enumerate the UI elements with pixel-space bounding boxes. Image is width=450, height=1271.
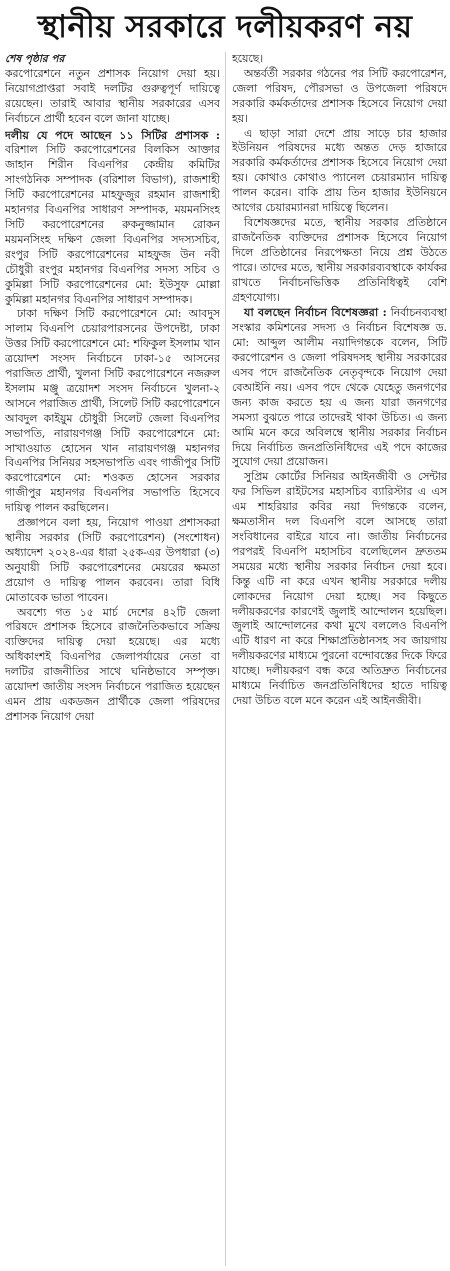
right-paragraph-2: এ ছাড়া সারা দেশে প্রায় সাড়ে চার হাজার ইউনিয়ন পরিষদের মধ্যে অন্তত দেড় হাজারে সরকারি কর্মকর্তাদের প্রশাসক হিসেবে নিয়োগ দেয়া হয়। কোথাও কোথাও প্যানেল চেয়ারম্যান দায়িত্ব পালন করেন। বাকি প্রায় তিন হাজার ইউনিয়নে আগের চেয়ারম্যানরা দায়িত্বে ছিলেন।: [232, 126, 447, 215]
left-paragraph-1: [5, 52, 220, 127]
subheading-1-body: বরিশাল সিটি করপোরেশনের বিলকিস আক্তার জাহান শিরীন বিএনপির কেন্দ্রীয় কমিটির সাংগঠনিক সম্পাদক (বরিশাল বিভাগ), রাজশাহী সিটি করপোরেশনের মাহফুজুর রহমান রাজশাহী মহানগর বিএনপির সাধারণ সম্পাদক, ময়মনসিংহ সিটি করপোরেশনের রুকনুজ্জামান রোকন ময়মনসিংহ দক্ষিণ জেলা বিএনপির সদস্যসচিব, রংপুর সিটি করপোরেশনের মাহফুজ উন নবী চৌধুরী রংপুর মহানগর বিএনপির সদস্য সচিব ও কুমিল্লা সিটি করপোরেশনের মো: ইউসুফ মোল্লা কুমিল্লা মহানগর বিএনপির সাধারণ সম্পাদক।: [5, 143, 220, 306]
subheading-paragraph-2: [232, 305, 447, 470]
right-column: [232, 52, 447, 1266]
subheading-election-experts: যা বলছেন নির্বাচন বিশেষজ্ঞরা :: [244, 305, 387, 320]
headline: স্থানীয় সরকারে দলীয়করণ নয়: [37, 9, 413, 45]
subheading-2-body: নির্বাচনব্যবস্থা সংস্কার কমিশনের সদস্য ও নির্বাচন বিশেষজ্ঞ ড. মো: আব্দুল আলীম নয়াদিগন্তকে বলেন, সিটি করপোরেশন ও জেলা পরিষদসহ স্থানীয় সরকারের এসব পদে রাজনৈতিক নেতৃবৃন্দকে নিয়োগ দেয়া বেআইনি নয়। এসব পদে থেকে যেহেতু জনগণের জন্য কাজ করতে হয় এ জন্য যারা জনগণের সমস্যা বুঝতে পারে তাদেরই থাকা উচিত। এ জন্য আমি মনে করে অবিলম্বে স্থানীয় সরকার নির্বাচন দিয়ে নির্বাচিত জনপ্রতিনিধিদের এই পদে কাজের সুযোগ দেয়া প্রয়োজন।: [232, 306, 447, 469]
continued-label: শেষ পৃষ্ঠার পর: [5, 53, 65, 65]
subheading-paragraph-1: [5, 128, 220, 308]
left-column: [5, 52, 220, 1266]
right-paragraph-1: অন্তর্বর্তী সরকার গঠনের পর সিটি করপোরেশন, জেলা পরিষদ, পৌরসভা ও উপজেলা পরিষদে সরকারি কর্মকর্তাদের প্রশাসক হিসেবে নিয়োগ দেয়া হয়।: [232, 66, 447, 125]
left-paragraph-3: ঢাকা দক্ষিণ সিটি করপোরেশনে মো: আবদুস সালাম বিএনপি চেয়ারপারসনের উপদেষ্টা, ঢাকা উত্তর সিটি করপোরেশনে মো: শফিকুল ইসলাম খান ত্রয়োদশ সংসদ নির্বাচনে ঢাকা-১৫ আসনের পরাজিত প্রার্থী, খুলনা সিটি করপোরেশনে নজরুল ইসলাম মঞ্জু ত্রয়োদশ সংসদ নির্বাচনে খুলনা-২ আসনে পরাজিত প্রার্থী, সিলেট সিটি করপোরেশনে আবদুল কাইয়ুম চৌধুরী সিলেট জেলা বিএনপির সভাপতি, নারায়ণগঞ্জ সিটি করপোরেশনে মো: সাখাওয়াত হোসেন খান নারায়ণগঞ্জ মহানগর বিএনপির সিনিয়র সহসভাপতি এবং গাজীপুর সিটি করপোরেশনে মো: শওকত হোসেন সরকার গাজীপুর মহানগর বিএনপির সভাপতি হিসেবে দায়িত্ব পালন করছিলেন।: [5, 307, 220, 515]
left-paragraph-5: অবশ্যে গত ১৫ মার্চ দেশের ৪২টি জেলা পরিষদে প্রশাসক হিসেবে রাজনৈতিকভাবে সক্রিয় ব্যক্তিদের দায়িত্ব দেয়া হয়েছে। এর মধ্যে অধিকাংশই বিএনপির জেলাপর্যায়ের নেতা বা দলটির রাজনীতির সাথে ঘনিষ্ঠভাবে সম্পৃক্ত। ত্রয়োদশ জাতীয় সংসদ নির্বাচনে পরাজিত হয়েছেন এমন প্রায় একডজন প্রার্থীকে জেলা পরিষদের প্রশাসক নিয়োগ দেয়া: [5, 605, 220, 723]
right-paragraph-5: সুপ্রিম কোর্টের সিনিয়র আইনজীবী ও সেন্টার ফর সিভিল রাইটসের মহাসচিব ব্যারিস্টার এ এস এম শাহরিয়ার কবির নয়া দিগন্তকে বলেন, ক্ষমতাসীন দল বিএনপি বলে আসছে তারা সংবিধানের বাইরে যাবে না। জাতীয় নির্বাচনের পরপরই বিএনপি মহাসচিব বলেছিলেন দ্রুততম সময়ের মধ্যে স্থানীয় সরকার নির্বাচন দেয়া হবে। কিন্তু এটি না করে এখন স্থানীয় সরকারে দলীয় লোকদের নিয়োগ দেয়া হচ্ছে। সব কিছুতে দলীয়করণের কারণেই জুলাই আন্দোলন হয়েছিল। জুলাই আন্দোলনের কথা মুখে বললেও বিএনপি এটি ধারণ না করে শিক্ষাপ্রতিষ্ঠানসহ সব জায়গায় দলীয়করণের মাধ্যমে পুরনো বন্দোবস্তের দিকে ফিরে যাচ্ছে। দলীয়করণ বন্ধ করে অতিদ্রুত নির্বাচনের মাধ্যমে নির্বাচিত জনপ্রতিনিধিদের হাতে দায়িত্ব দেয়া উচিত বলে মনে করেন এই আইনজীবী।: [232, 470, 447, 707]
right-paragraph-0: হয়েছে।: [232, 52, 264, 65]
subheading-city-administrators: দলীয় যে পদে আছেন ১১ সিটির প্রশাসক :: [5, 127, 220, 142]
left-paragraph-1-text: করপোরেশনে নতুন প্রশাসক নিয়োগ দেয়া হয়। নিয়োগপ্রাপ্তরা সবাই দলটির গুরুত্বপূর্ণ দায়িত্বে রয়েছেন। তারাই আবার স্থানীয় সরকারের এসব নির্বাচনে প্রার্থী হবেন বলে জানা যাচ্ছে।: [5, 66, 220, 125]
right-paragraph-3: বিশেষজ্ঞদের মতে, স্থানীয় সরকার প্রতিষ্ঠানে রাজনৈতিক ব্যক্তিদের প্রশাসক হিসেবে নিয়োগ দিলে প্রতিষ্ঠানের নিরপেক্ষতা নিয়ে প্রশ্ন উঠতে পারে। তাদের মতে, স্থানীয় সরকারব্যবস্থাকে কার্যকর রাখতে নির্বাচনভিত্তিক প্রতিনিধিত্বই বেশি গ্রহণযোগ্য।: [232, 215, 447, 304]
column-divider: [225, 52, 226, 1266]
left-paragraph-4: প্রজ্ঞাপনে বলা হয়, নিয়োগ পাওয়া প্রশাসকরা স্থানীয় সরকার (সিটি করপোরেশন) (সংশোধন) অধ্যাদেশ ২০২৪-এর ধারা ২৫ক-এর উপধারা (৩) অনুযায়ী সিটি করপোরেশনের মেয়রের ক্ষমতা প্রয়োগ ও দায়িত্ব পালন করবেন। তারা বিধি মোতাবেক ভাতা পাবেন।: [5, 516, 220, 604]
